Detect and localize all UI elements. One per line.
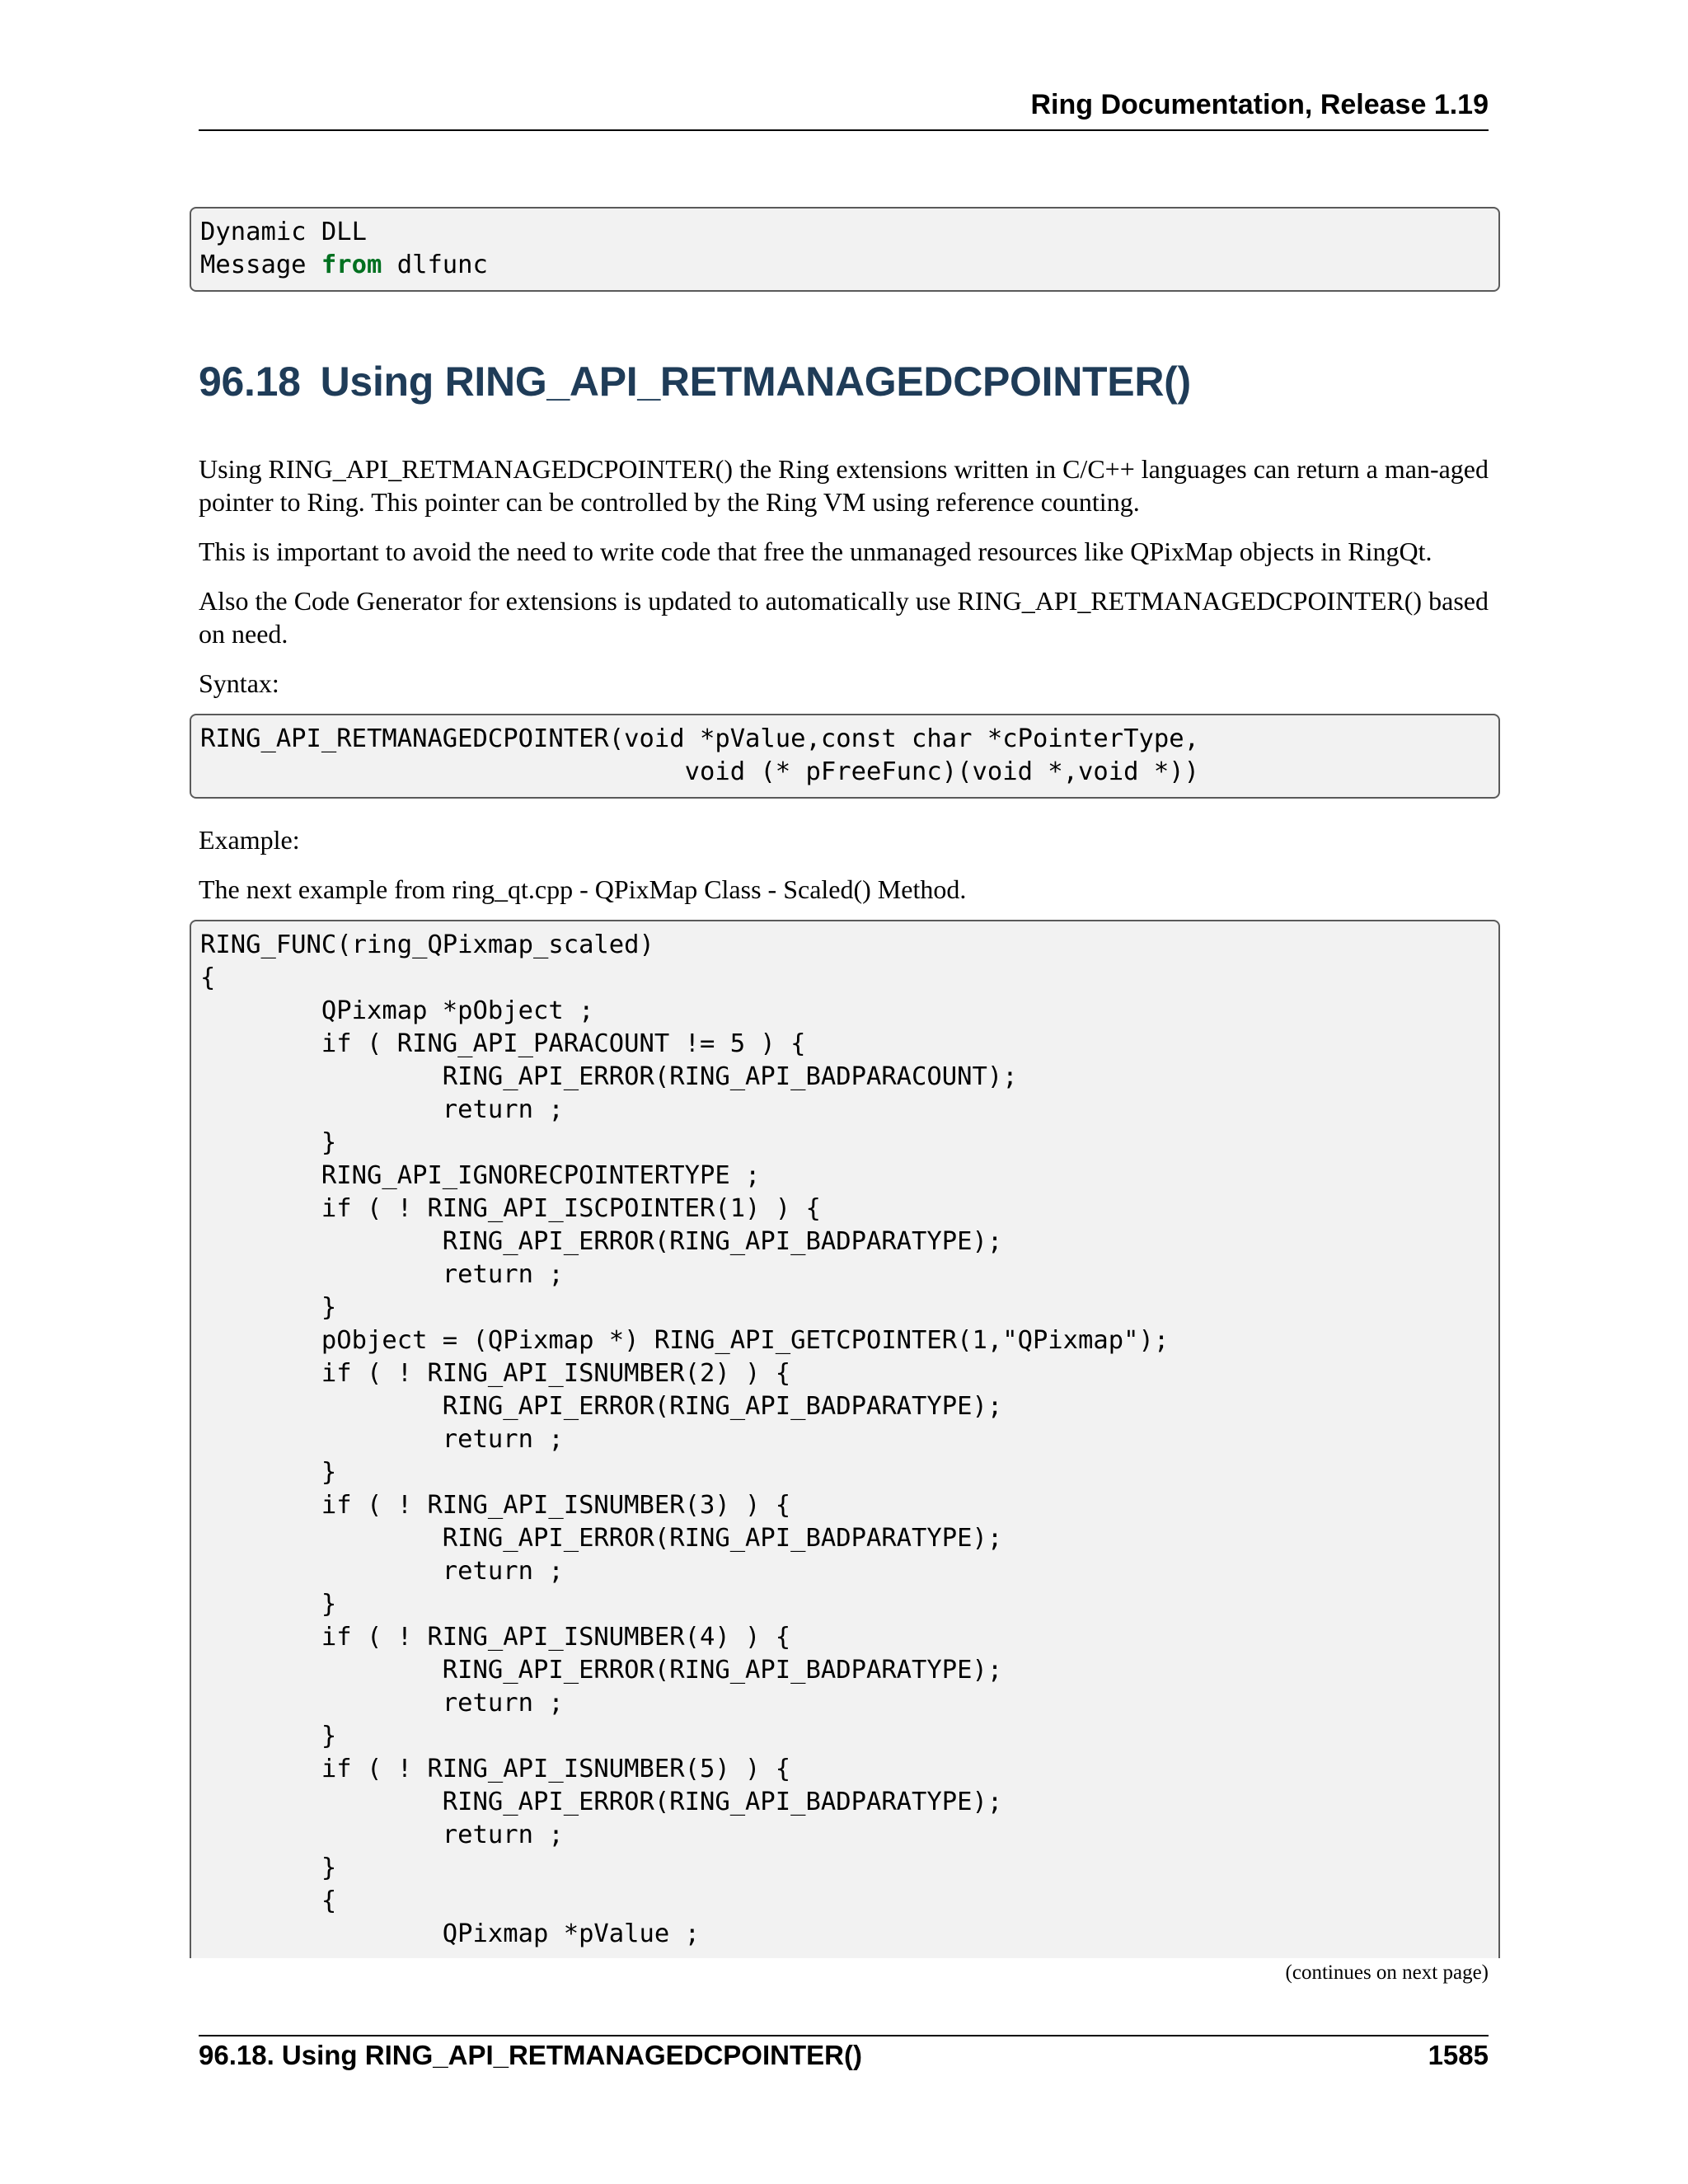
example-code-block xyxy=(190,920,1500,1958)
page-number: 1585 xyxy=(1428,2040,1489,2070)
codegen-paragraph: Also the Code Generator for extensions is updated to automatically use RING_API_RETMANAGEDCPOINTER() based on need. xyxy=(199,586,1489,649)
example-code: RING_FUNC(ring_QPixmap_scaled) { QPixmap *pObject ; if ( RING_API_PARACOUNT != 5 ) { RING_API_ERROR(RING_API_BADPARACOUNT); return ; } RING_API_IGNORECPOINTERTYPE ; if ( ! RING_API_ISCPOINTER(1) ) { RING_API_ERROR(RING_API_BADPARATYPE); return ; } pObject = (QPixmap *) RING_API_GETCPOINTER(1,"QPixmap"); if ( ! RING_API_ISNUMBER(2) ) { RING_API_ERROR(RING_API_BADPARATYPE); return ; } if ( ! RING_API_ISNUMBER(3) ) { RING_API_ERROR(RING_API_BADPARATYPE); return ; } if ( ! RING_API_ISNUMBER(4) ) { RING_API_ERROR(RING_API_BADPARATYPE); return ; } if ( ! RING_API_ISNUMBER(5) ) { RING_API_ERROR(RING_API_BADPARATYPE); return ; } { QPixmap *pValue ; xyxy=(200,930,1170,1948)
syntax-code: RING_API_RETMANAGEDCPOINTER(void *pValue,const char *cPointerType, void (* pFreeFunc)(void *,void *)) xyxy=(200,724,1199,786)
output-line-2: Message from dlfunc xyxy=(200,251,488,279)
section-title-text: Using RING_API_RETMANAGEDCPOINTER() xyxy=(320,359,1191,405)
continues-note: (continues on next page) xyxy=(1285,1961,1489,1984)
section-number: 96.18 xyxy=(199,359,301,405)
example-label: Example: xyxy=(199,825,300,855)
keyword-from: from xyxy=(321,251,382,279)
important-paragraph: This is important to avoid the need to write code that free the unmanaged resources like QPixMap objects in RingQt. xyxy=(199,537,1432,566)
header-rule xyxy=(199,129,1489,131)
intro-paragraph: Using RING_API_RETMANAGEDCPOINTER() the Ring extensions written in C/C++ languages can return a man-aged pointer to Ring. This pointer can be controlled by the Ring VM using reference counting. xyxy=(199,454,1489,517)
section-heading xyxy=(199,358,1191,405)
output-code-block xyxy=(190,207,1500,292)
syntax-code-block xyxy=(190,714,1500,799)
example-description: The next example from ring_qt.cpp - QPixMap Class - Scaled() Method. xyxy=(199,874,967,904)
footer-rule xyxy=(199,2035,1489,2036)
footer-section-ref: 96.18. Using RING_API_RETMANAGEDCPOINTER() xyxy=(199,2040,862,2070)
syntax-label: Syntax: xyxy=(199,668,279,698)
output-line-1: Dynamic DLL xyxy=(200,218,367,246)
running-header-title: Ring Documentation, Release 1.19 xyxy=(1030,89,1489,120)
